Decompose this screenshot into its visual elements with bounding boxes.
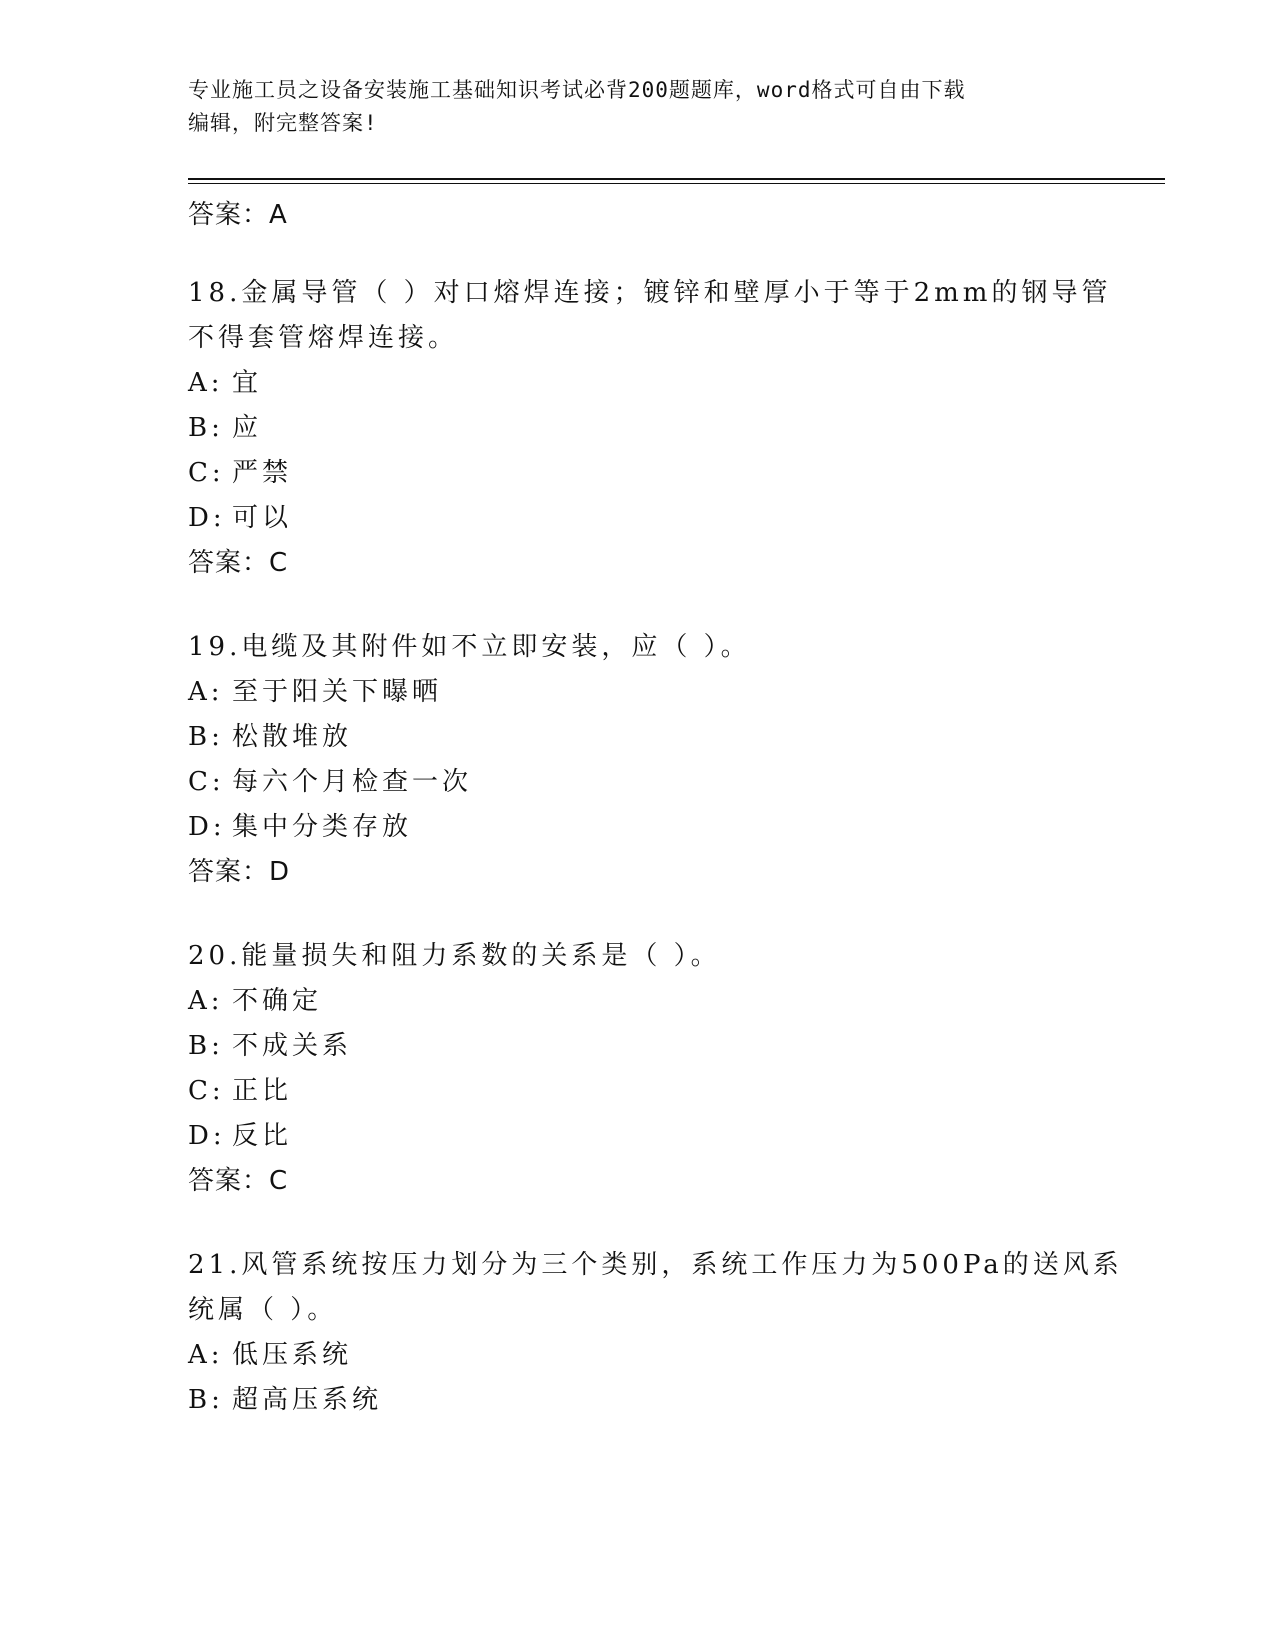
question-19-option-a <box>188 671 1088 708</box>
option-text: 正比 <box>232 1076 293 1106</box>
option-text: 宜 <box>232 368 263 398</box>
option-text: 至于阳关下曝晒 <box>232 677 443 707</box>
option-letter: A: <box>188 1340 224 1370</box>
option-text: 严禁 <box>232 458 293 488</box>
option-letter: D: <box>188 503 226 533</box>
question-18-option-b <box>188 407 1088 444</box>
option-letter: A: <box>188 368 224 398</box>
question-20-line-1: 20.能量损失和阻力系数的关系是（ ）。 <box>188 941 721 971</box>
header-line-1: 专业施工员之设备安装施工基础知识考试必背200题题库，word格式可自由下载 <box>188 78 966 102</box>
header-rule-thick <box>188 178 1165 180</box>
question-18-answer: 答案：C <box>188 548 289 578</box>
option-text: 集中分类存放 <box>232 812 413 842</box>
question-18-line-1: 18.金属导管（ ）对口熔焊连接；镀锌和壁厚小于等于2mm的钢导管 <box>188 278 1112 308</box>
question-21-line-1: 21.风管系统按压力划分为三个类别，系统工作压力为500Pa的送风系 <box>188 1250 1123 1280</box>
option-letter: D: <box>188 812 226 842</box>
question-20-answer: 答案：C <box>188 1166 289 1196</box>
question-19-option-d <box>188 806 1088 843</box>
option-text: 可以 <box>232 503 293 533</box>
option-letter: B: <box>188 1385 224 1415</box>
prev-answer: 答案：A <box>188 200 288 230</box>
option-letter: D: <box>188 1121 226 1151</box>
question-21-option-b <box>188 1379 1088 1416</box>
question-19-option-c <box>188 761 1088 798</box>
option-letter: B: <box>188 722 224 752</box>
option-letter: B: <box>188 413 224 443</box>
question-18-line-2: 不得套管熔焊连接。 <box>188 323 459 353</box>
option-letter: C: <box>188 767 225 797</box>
question-20-option-c <box>188 1070 1088 1107</box>
option-letter: B: <box>188 1031 224 1061</box>
question-19-answer: 答案：D <box>188 857 291 887</box>
option-text: 应 <box>232 413 263 443</box>
question-21-line-2: 统属（ ）。 <box>188 1295 338 1325</box>
option-letter: A: <box>188 986 224 1016</box>
option-text: 超高压系统 <box>232 1385 383 1415</box>
option-letter: A: <box>188 677 224 707</box>
question-19-line-1: 19.电缆及其附件如不立即安装，应（ ）。 <box>188 632 751 662</box>
option-text: 低压系统 <box>232 1340 353 1370</box>
question-20-option-b <box>188 1025 1088 1062</box>
question-18-option-a <box>188 362 1088 399</box>
option-text: 反比 <box>232 1121 293 1151</box>
option-text: 松散堆放 <box>232 722 353 752</box>
header-line-2: 编辑，附完整答案! <box>188 111 378 135</box>
question-19-option-b <box>188 716 1088 753</box>
option-text: 每六个月检查一次 <box>232 767 473 797</box>
question-21-option-a <box>188 1334 1088 1371</box>
question-18-option-d <box>188 497 1088 534</box>
option-text: 不成关系 <box>232 1031 353 1061</box>
header-rule-thin <box>188 183 1165 184</box>
question-20-option-a <box>188 980 1088 1017</box>
option-letter: C: <box>188 1076 225 1106</box>
option-letter: C: <box>188 458 225 488</box>
question-20-option-d <box>188 1115 1088 1152</box>
option-text: 不确定 <box>232 986 323 1016</box>
document-header <box>188 74 1088 140</box>
question-18-option-c <box>188 452 1088 489</box>
